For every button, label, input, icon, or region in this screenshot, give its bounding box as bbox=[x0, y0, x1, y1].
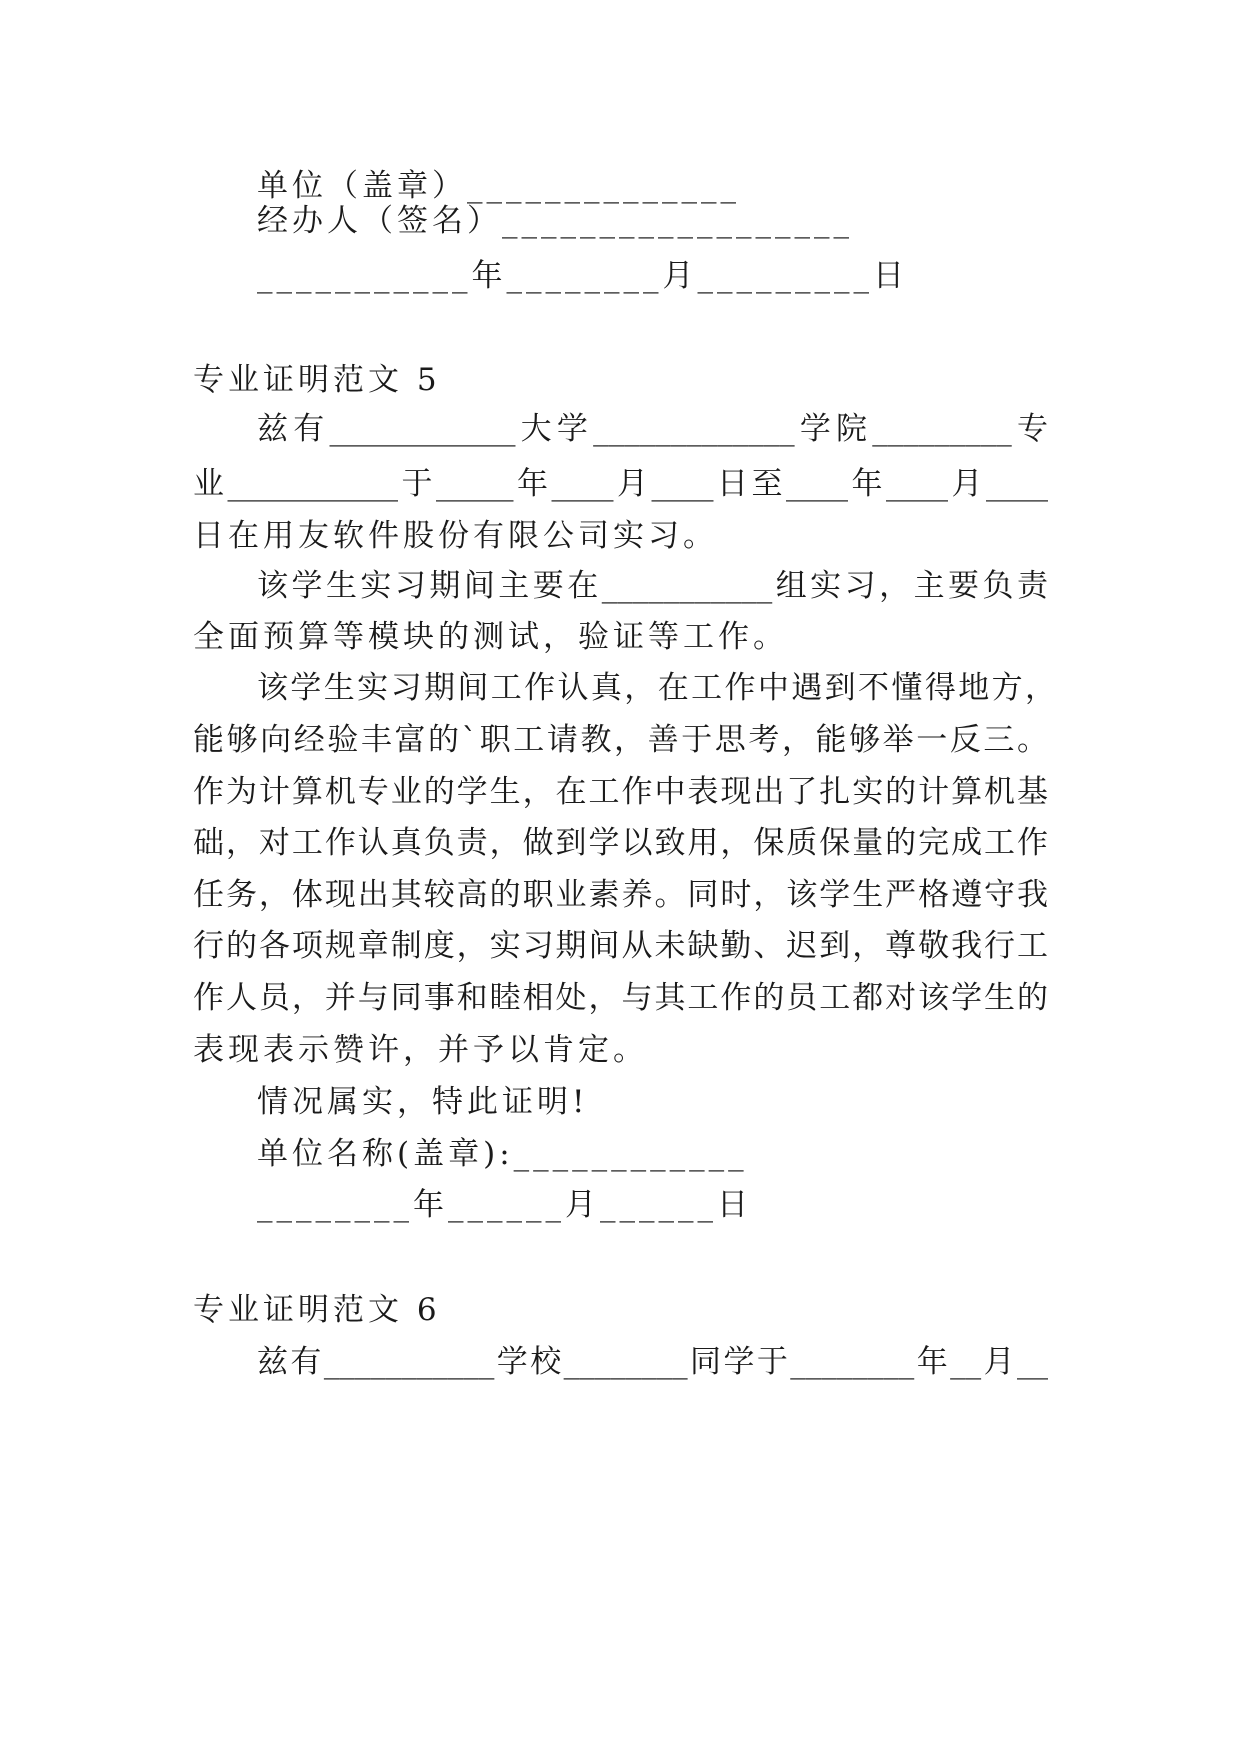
body-line: 业___________于_____年____月____日至____年____月____ bbox=[193, 466, 1048, 502]
body-line: 础，对工作认真负责，做到学以致用，保质保量的完成工作 bbox=[193, 825, 1048, 861]
certification-statement: 情况属实，特此证明! bbox=[257, 1084, 589, 1120]
body-line: 该学生实习期间主要在___________组实习，主要负责 bbox=[257, 568, 1048, 604]
unit-name-seal-line: 单位名称(盖章):____________ bbox=[257, 1136, 748, 1172]
date-line: ________年______月______日 bbox=[257, 1187, 752, 1223]
section-heading-5: 专业证明范文 5 bbox=[193, 362, 441, 398]
body-line: 表现表示赞许，并予以肯定。 bbox=[193, 1032, 648, 1068]
handler-signature-line: 经办人（签名）__________________ bbox=[257, 203, 853, 239]
body-line: 该学生实习期间工作认真，在工作中遇到不懂得地方， bbox=[257, 670, 1056, 706]
body-line: 作人员，并与同事和睦相处，与其工作的员工都对该学生的 bbox=[193, 980, 1048, 1016]
seal-unit-line: 单位（盖章）______________ bbox=[257, 168, 740, 204]
body-line: 兹有___________学校________同学于________年__月__ bbox=[257, 1344, 1048, 1380]
body-line: 兹有____________大学_____________学院_________专 bbox=[257, 411, 1048, 447]
section-heading-6: 专业证明范文 6 bbox=[193, 1292, 441, 1328]
date-line: ___________年________月_________日 bbox=[257, 258, 908, 294]
body-line: 能够向经验丰富的`职工请教，善于思考，能够举一反三。 bbox=[193, 722, 1048, 758]
body-line: 作为计算机专业的学生，在工作中表现出了扎实的计算机基 bbox=[193, 774, 1048, 810]
body-line: 行的各项规章制度，实习期间从未缺勤、迟到，尊敬我行工 bbox=[193, 928, 1048, 964]
body-line: 全面预算等模块的测试，验证等工作。 bbox=[193, 619, 788, 655]
body-line: 任务，体现出其较高的职业素养。同时，该学生严格遵守我 bbox=[193, 877, 1048, 913]
body-line: 日在用友软件股份有限公司实习。 bbox=[193, 518, 718, 554]
